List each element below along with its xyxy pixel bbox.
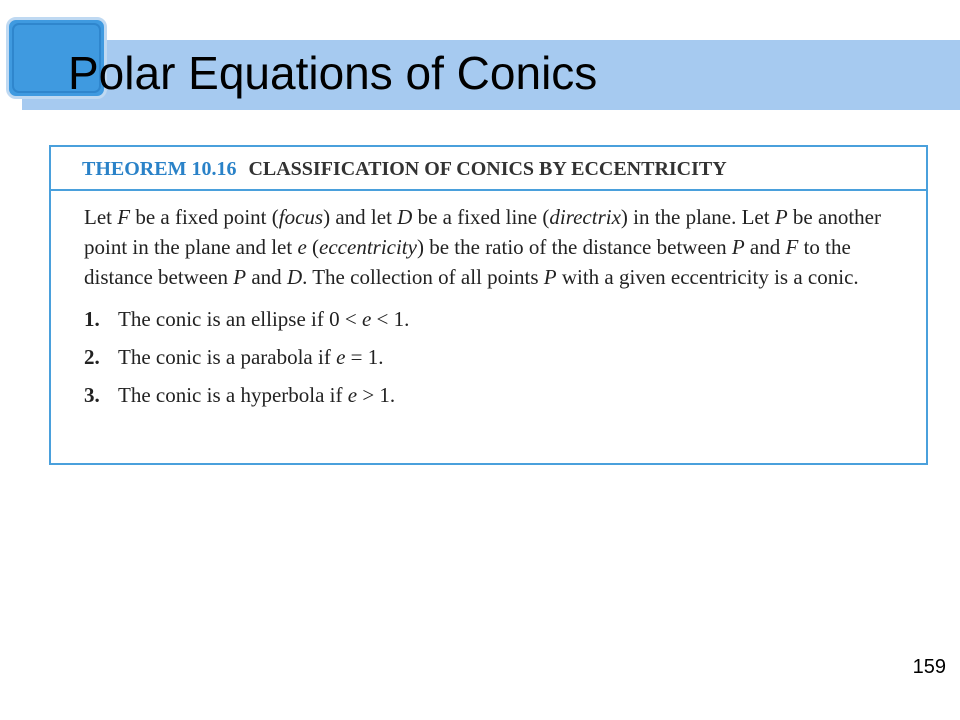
list-item — [84, 380, 909, 410]
list-item-text: The conic is an ellipse if 0 < e < 1. — [118, 307, 410, 331]
page-number: 159 — [912, 656, 946, 678]
theorem-statement — [84, 202, 909, 292]
list-item-number: 1. — [84, 307, 100, 331]
list-item-text: The conic is a parabola if e = 1. — [118, 345, 384, 369]
list-item — [84, 304, 909, 334]
statement-variable: F — [785, 235, 799, 259]
statement-text: be a fixed point ( — [130, 205, 279, 229]
statement-term: focus — [278, 205, 324, 229]
eccentricity-variable: e — [347, 383, 358, 407]
theorem-box — [49, 145, 928, 465]
slide-title: Polar Equations of Conics — [68, 47, 598, 99]
list-item — [84, 342, 909, 372]
eccentricity-variable: e — [336, 345, 346, 369]
list-item-text: The conic is a hyperbola if e > 1. — [118, 383, 396, 407]
statement-text: and — [246, 265, 287, 289]
statement-text: to the distance between — [84, 235, 851, 289]
statement-text: Let — [84, 205, 118, 229]
eccentricity-variable: e — [361, 307, 372, 331]
statement-variable: F — [117, 205, 131, 229]
list-item-number: 3. — [84, 383, 100, 407]
statement-text: ) be the ratio of the distance between — [416, 235, 732, 259]
statement-text: ) in the plane. Let — [620, 205, 775, 229]
statement-text: and — [744, 235, 786, 259]
statement-variable: P — [233, 265, 247, 289]
statement-text: ) and let — [323, 205, 398, 229]
statement-variable: D — [286, 265, 303, 289]
statement-term: eccentricity — [319, 235, 417, 259]
statement-term: directrix — [549, 205, 621, 229]
theorem-label: THEOREM 10.16 — [82, 158, 237, 180]
theorem-header-text — [82, 156, 727, 182]
statement-variable: P — [543, 265, 557, 289]
statement-text: ( — [306, 235, 320, 259]
statement-text: be another point in the plane and let — [84, 205, 881, 259]
conic-conditions-list — [84, 304, 909, 410]
statement-variable: P — [774, 205, 788, 229]
theorem-body — [84, 202, 909, 418]
statement-variable: e — [297, 235, 307, 259]
theorem-header — [51, 147, 926, 191]
theorem-name: CLASSIFICATION OF CONICS BY ECCENTRICITY — [248, 158, 727, 180]
statement-text: . The collection of all points — [302, 265, 544, 289]
statement-text: with a given eccentricity is a conic. — [556, 265, 859, 289]
statement-variable: D — [397, 205, 413, 229]
statement-variable: P — [731, 235, 745, 259]
statement-text: be a fixed line ( — [412, 205, 550, 229]
list-item-number: 2. — [84, 345, 100, 369]
